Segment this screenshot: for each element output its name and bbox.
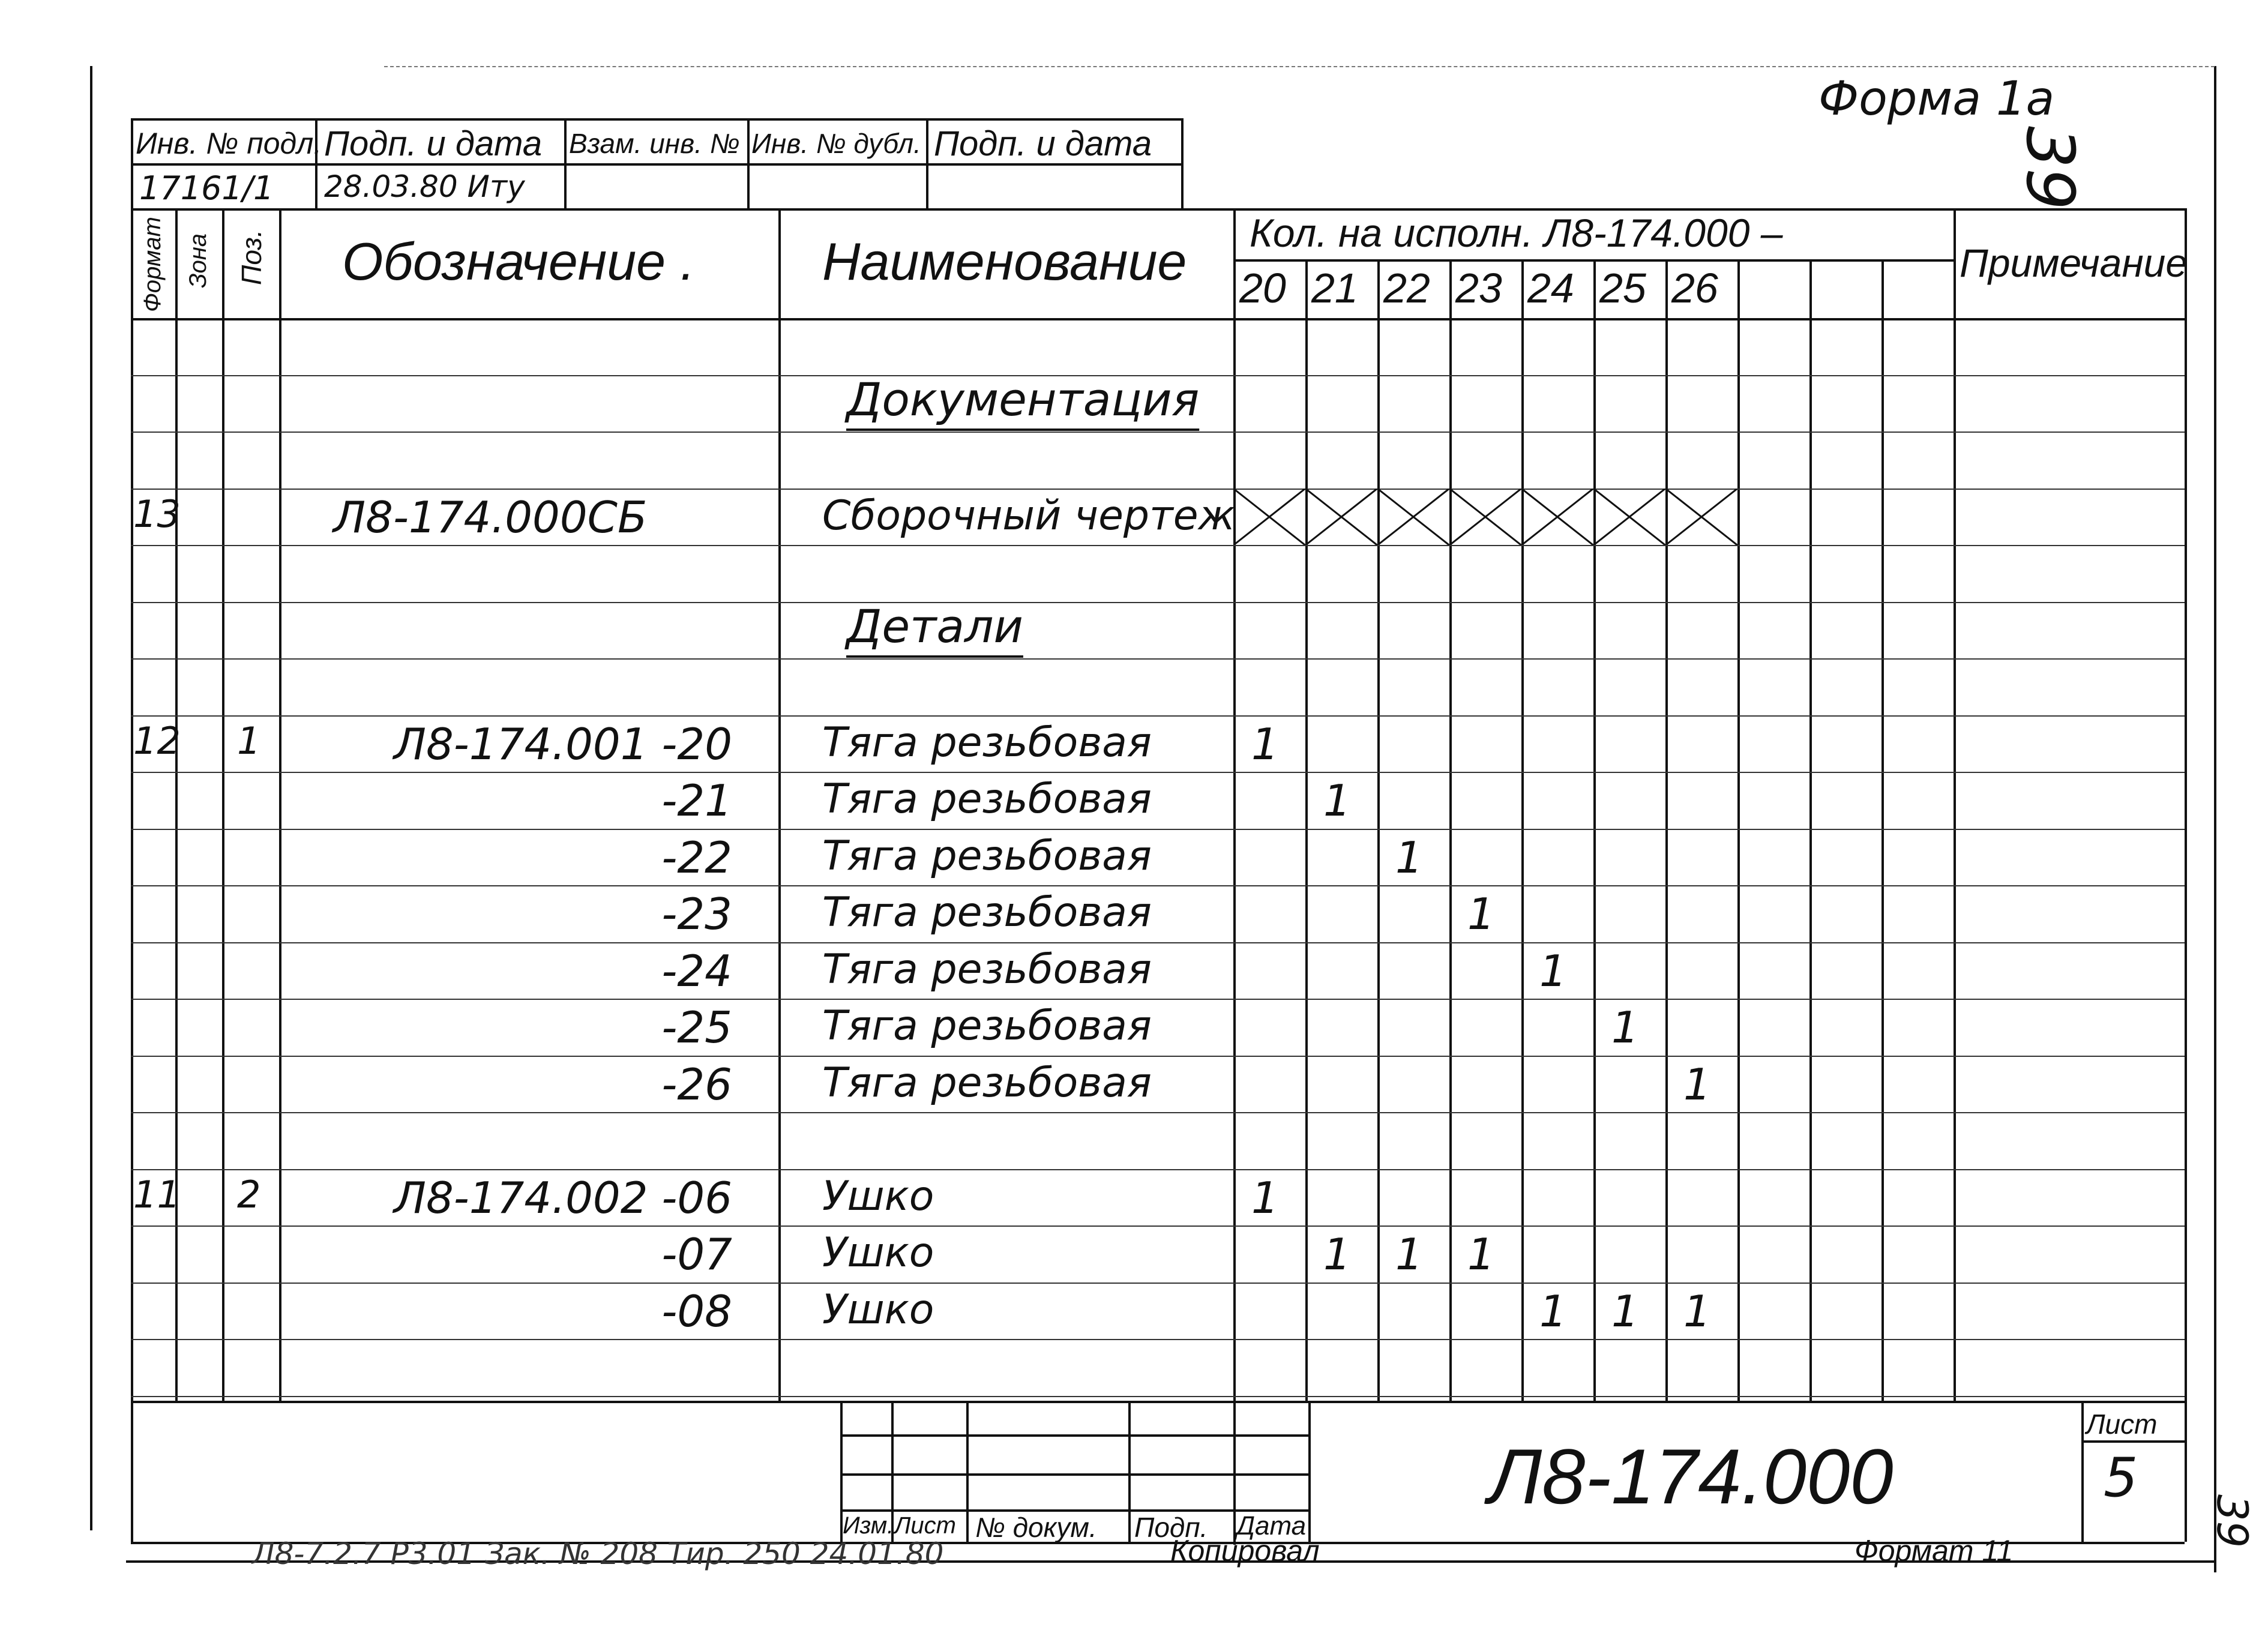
row-divider — [131, 829, 2185, 830]
row-name: Ушко — [822, 1286, 934, 1334]
row-divider — [131, 772, 2185, 773]
qty-cell: 1 — [1539, 945, 1567, 996]
row-divider — [131, 1226, 2185, 1227]
row-designation: Л8-174.002 -06 — [393, 1172, 732, 1223]
row-divider — [131, 658, 2185, 660]
row-designation: -21 — [661, 775, 732, 826]
row-designation: -23 — [661, 889, 732, 939]
row-format: 12 — [133, 718, 181, 763]
tb-document-number: Л8-174.000 — [1488, 1433, 1894, 1520]
frame-top-line — [384, 66, 2215, 67]
header-designation: Обозначение . — [342, 232, 695, 291]
stamp-header-vzam: Взам. инв. № — [569, 128, 740, 159]
row-designation: Л8-174.001 -20 — [393, 718, 732, 769]
row-name: Тяга резьбовая — [822, 889, 1152, 936]
row-designation: -24 — [661, 945, 732, 996]
row-designation: -07 — [661, 1229, 732, 1280]
stamp-sign-date-value: 28.03.80 Иту — [324, 169, 525, 204]
qty-cell: 1 — [1683, 1059, 1711, 1110]
row-designation: Л8-174.000СБ — [333, 492, 648, 543]
row-name: Тяга резьбовая — [822, 1002, 1152, 1050]
crossed-cell-icon — [1377, 489, 1449, 546]
page-number-side: 39 — [2207, 1494, 2257, 1548]
stamp-header-sign-date: Подп. и дата — [324, 124, 543, 163]
stamp-header-inv-podl: Инв. № подл. — [136, 127, 322, 160]
header-note: Примечание — [1960, 241, 2188, 285]
row-designation: -22 — [661, 832, 732, 883]
qty-cell: 1 — [1611, 1002, 1639, 1053]
qty-cell: 1 — [1467, 1229, 1495, 1280]
row-designation: -26 — [661, 1059, 732, 1110]
footer-format: Формат 11 — [1854, 1534, 2014, 1568]
header-name: Наименование — [822, 232, 1187, 291]
qty-cell: 1 — [1467, 889, 1495, 939]
stamp-header-inv-dubl: Инв. № дубл. — [751, 128, 921, 159]
row-divider — [131, 1339, 2185, 1340]
row-divider — [131, 1112, 2185, 1113]
footer-copied: Копировал — [1170, 1534, 1320, 1568]
stamp-header-sign-date-2: Подп. и дата — [934, 124, 1152, 163]
variant-header-3: 23 — [1455, 265, 1502, 311]
crossed-cell-icon — [1449, 489, 1521, 546]
row-name: Тяга резьбовая — [822, 775, 1152, 823]
qty-cell: 1 — [1323, 1229, 1351, 1280]
row-name: Детали — [846, 599, 1023, 653]
header-qty-title: Кол. на исполн. Л8-174.000 – — [1250, 211, 1783, 255]
row-name: Ушко — [822, 1172, 934, 1220]
crossed-cell-icon — [1305, 489, 1377, 546]
crossed-cell-icon — [1665, 489, 1737, 546]
crossed-cell-icon — [1593, 489, 1665, 546]
variant-header-0: 20 — [1239, 265, 1286, 311]
frame-right-line — [2214, 66, 2216, 1572]
header-pos: Поз. — [236, 229, 267, 285]
variant-header-5: 25 — [1599, 265, 1646, 311]
qty-cell: 1 — [1683, 1286, 1711, 1337]
row-pos: 1 — [237, 718, 261, 763]
tb-label-doc: № докум. — [975, 1512, 1097, 1543]
row-divider — [131, 715, 2185, 717]
page-number-top: 39 — [2012, 126, 2089, 210]
row-name: Документация — [846, 372, 1200, 426]
row-divider — [131, 1396, 2185, 1397]
row-name: Ушко — [822, 1229, 934, 1277]
qty-cell: 1 — [1395, 832, 1423, 883]
row-designation: -25 — [661, 1002, 732, 1053]
tb-sheet-label: Лист — [2086, 1409, 2158, 1440]
frame-left-line — [90, 66, 92, 1530]
row-name: Тяга резьбовая — [822, 832, 1152, 880]
row-divider — [131, 432, 2185, 433]
tb-label-date: Дата — [1236, 1511, 1307, 1541]
row-designation: -08 — [661, 1286, 732, 1337]
row-name: Тяга резьбовая — [822, 718, 1152, 766]
tb-label-list: Лист — [894, 1512, 956, 1539]
header-zone: Зона — [185, 233, 211, 288]
variant-header-4: 24 — [1527, 265, 1574, 311]
form-label: Форма 1а — [1818, 72, 2055, 126]
row-divider — [131, 1283, 2185, 1284]
row-divider — [131, 999, 2185, 1000]
row-name: Сборочный чертеж — [822, 492, 1235, 540]
tb-label-sign: Подп. — [1134, 1512, 1208, 1543]
stamp-inv-number: 17161/1 — [139, 169, 274, 207]
tb-sheet-number: 5 — [2104, 1446, 2138, 1509]
row-divider — [131, 942, 2185, 943]
tb-label-izm: Изм. — [843, 1512, 894, 1539]
row-divider — [131, 545, 2185, 546]
row-divider — [131, 489, 2185, 490]
row-pos: 2 — [237, 1172, 261, 1216]
row-name: Тяга резьбовая — [822, 1059, 1152, 1107]
qty-cell: 1 — [1539, 1286, 1567, 1337]
variant-header-6: 26 — [1671, 265, 1718, 311]
qty-cell: 1 — [1251, 718, 1279, 769]
crossed-cell-icon — [1233, 489, 1305, 546]
variant-header-1: 21 — [1311, 265, 1358, 311]
crossed-cell-icon — [1521, 489, 1593, 546]
row-divider — [131, 885, 2185, 886]
row-divider — [131, 1056, 2185, 1057]
row-divider — [131, 1169, 2185, 1170]
row-divider — [131, 602, 2185, 603]
row-format: 13 — [133, 492, 181, 536]
qty-cell: 1 — [1323, 775, 1351, 826]
row-name: Тяга резьбовая — [822, 945, 1152, 993]
qty-cell: 1 — [1251, 1172, 1279, 1223]
qty-cell: 1 — [1395, 1229, 1423, 1280]
header-format: Формат — [139, 217, 166, 312]
footer-print-info: Л8-7.2.7 Р3.01 Зак. № 208 Тир. 250 24.01.80 — [252, 1536, 944, 1571]
variant-header-2: 22 — [1383, 265, 1430, 311]
row-format: 11 — [133, 1172, 181, 1216]
qty-cell: 1 — [1611, 1286, 1639, 1337]
